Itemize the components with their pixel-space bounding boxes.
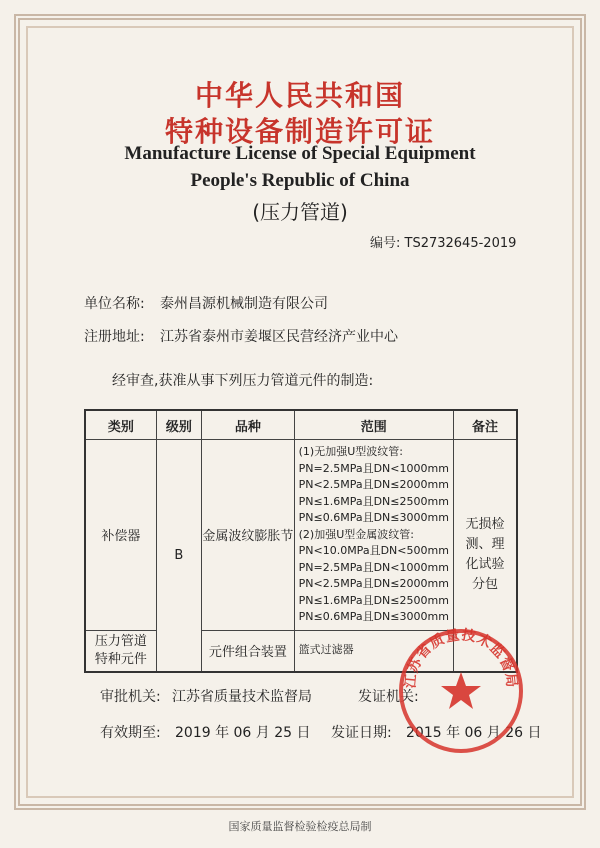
range-line: PN≤1.6MPa且DN≤2500mm	[298, 593, 449, 607]
range-line: PN<10.0MPa且DN<500mm	[298, 544, 449, 557]
range-line: PN<2.5MPa且DN≤2000mm	[298, 478, 449, 491]
address-label: 注册地址:	[84, 329, 145, 345]
approval-label: 审批机关:	[100, 689, 161, 705]
table-header-row	[85, 410, 517, 440]
license-category: (压力管道)	[252, 200, 348, 224]
level-cell: B	[156, 440, 201, 672]
unit-name-label: 单位名称:	[84, 296, 145, 312]
unit-name-value: 泰州昌源机械制造有限公司	[160, 296, 328, 312]
variety-combination: 元件组合装置	[202, 630, 295, 672]
header-range: 范围	[294, 410, 453, 440]
title-en-line1: Manufacture License of Special Equipment	[124, 143, 476, 164]
range-line: (1)无加强U型波纹管:	[298, 445, 403, 458]
issue-date-label: 发证日期:	[331, 725, 392, 741]
range-line: PN=2.5MPa且DN<1000mm	[298, 461, 449, 475]
valid-until-label: 有效期至:	[100, 725, 161, 741]
valid-until-value: 2019 年 06 月 25 日	[175, 725, 311, 741]
remark-cell: 无损检测、理化试验分包	[453, 440, 517, 672]
seal-text: 江苏省质量技术监督局	[402, 627, 520, 689]
header-remark: 备注	[453, 410, 517, 440]
range-line: PN=2.5MPa且DN<1000mm	[298, 560, 449, 574]
title-en-line2: People's Republic of China	[190, 170, 410, 191]
range-line: (2)加强U型金属波纹管:	[298, 527, 414, 541]
title-cn-line2: 特种设备制造许可证	[164, 115, 435, 148]
header-level: 级别	[156, 410, 201, 440]
range-line: PN≤0.6MPa且DN≤3000mm	[298, 511, 449, 524]
range-line: PN≤0.6MPa且DN≤3000mm	[298, 610, 449, 623]
variety-bellows: 金属波纹膨胀节	[202, 440, 295, 631]
header-variety: 品种	[202, 410, 295, 440]
table-row	[85, 440, 517, 631]
official-seal	[396, 626, 526, 756]
range-cell	[294, 440, 453, 631]
grant-statement: 经审查,获准从事下列压力管道元件的制造:	[112, 373, 374, 389]
address-value: 江苏省泰州市姜堰区民营经济产业中心	[160, 329, 398, 345]
issue-date-value: 2015 年 06 月 26 日	[406, 725, 542, 741]
header-category: 类别	[85, 410, 156, 440]
star-icon	[441, 672, 481, 709]
range-line: PN<2.5MPa且DN≤2000mm	[298, 577, 449, 590]
approval-value: 江苏省质量技术监督局	[172, 689, 312, 705]
certificate-number: 编号: TS2732645-2019	[370, 236, 517, 251]
footer-issuer: 国家质量监督检验检疫总局制	[228, 820, 372, 833]
issuer-label: 发证机关:	[358, 689, 419, 705]
category-compensator: 补偿器	[85, 440, 156, 631]
range-filter: 篮式过滤器	[294, 630, 453, 672]
title-cn-line1: 中华人民共和国	[194, 79, 405, 112]
category-special-element: 压力管道特种元件	[85, 630, 156, 672]
range-line: PN≤1.6MPa且DN≤2500mm	[298, 494, 449, 508]
